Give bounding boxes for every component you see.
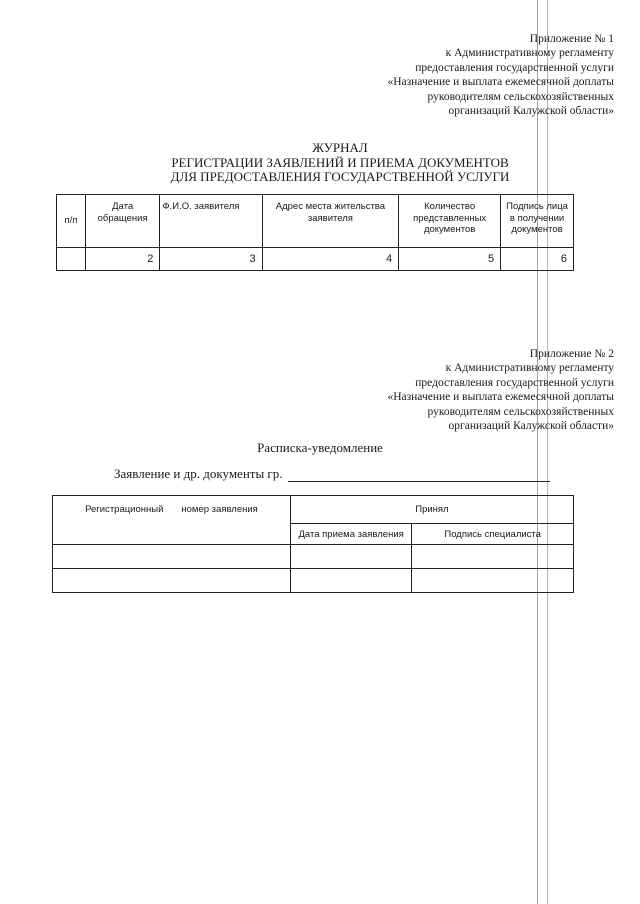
receipt-header-row <box>53 496 574 524</box>
table-cell: 5 <box>399 248 501 271</box>
statement-label: Заявление и др. документы гр. <box>114 466 283 481</box>
appendix-line: организаций Калужской области» <box>448 105 614 118</box>
appendix-line: к Административному регламенту <box>445 362 614 375</box>
appendix-2-header <box>387 347 614 433</box>
header-number: п/п <box>57 195 86 248</box>
header-date: Дата обращения <box>85 195 159 248</box>
appendix-line: Приложение № 2 <box>529 348 614 360</box>
header-accept-date: Дата приема заявления <box>290 524 411 545</box>
header-specialist-signature: Подпись специалиста <box>412 524 574 545</box>
header-registration-number <box>53 496 291 545</box>
appendix-line: «Назначение и выплата ежемесячной доплаты <box>387 76 614 89</box>
table-cell: 2 <box>85 248 159 271</box>
table-row <box>53 569 574 593</box>
applicant-name-line <box>288 481 550 482</box>
table-cell <box>412 545 574 569</box>
table-cell: 6 <box>501 248 574 271</box>
header-signature: Подпись лица в получении документов <box>501 195 574 248</box>
scan-line <box>547 0 548 904</box>
journal-title <box>140 141 540 185</box>
table-cell <box>57 248 86 271</box>
table-cell <box>412 569 574 593</box>
header-accepted: Принял <box>290 496 573 524</box>
reg-label-part: Регистрационный <box>85 504 164 515</box>
appendix-line: руководителям сельскохозяйственных <box>427 90 614 103</box>
appendix-line: организаций Калужской области» <box>448 420 614 433</box>
appendix-line: Приложение № 1 <box>529 33 614 45</box>
journal-table <box>56 194 574 271</box>
appendix-line: предоставления государственной услуги <box>415 61 614 74</box>
table-row <box>53 545 574 569</box>
appendix-line: руководителям сельскохозяйственных <box>427 405 614 418</box>
journal-header-row <box>57 195 574 248</box>
table-cell: 4 <box>262 248 399 271</box>
journal-number-row <box>57 248 574 271</box>
appendix-line: «Назначение и выплата ежемесячной доплаты <box>387 391 614 404</box>
appendix-line: к Административному регламенту <box>445 47 614 60</box>
header-fio: Ф.И.О. заявителя <box>160 195 262 248</box>
reg-label-part: номер заявления <box>181 504 258 515</box>
table-cell <box>53 569 291 593</box>
table-cell <box>53 545 291 569</box>
appendix-line: предоставления государственной услуги <box>415 376 614 389</box>
header-address: Адрес места жительства заявителя <box>262 195 399 248</box>
table-cell <box>290 569 411 593</box>
receipt-table <box>52 495 574 593</box>
receipt-title: Расписка-уведомление <box>257 440 383 455</box>
journal-title-line: ЖУРНАЛ <box>312 140 368 155</box>
journal-title-line: РЕГИСТРАЦИИ ЗАЯВЛЕНИЙ И ПРИЕМА ДОКУМЕНТОВ <box>171 154 509 170</box>
journal-title-line: ДЛЯ ПРЕДОСТАВЛЕНИЯ ГОСУДАРСТВЕННОЙ УСЛУГИ <box>170 169 510 184</box>
table-cell <box>290 545 411 569</box>
appendix-1-header <box>387 32 614 118</box>
table-cell: 3 <box>160 248 262 271</box>
header-doc-count: Количество представленных документов <box>399 195 501 248</box>
scan-line <box>537 0 538 904</box>
